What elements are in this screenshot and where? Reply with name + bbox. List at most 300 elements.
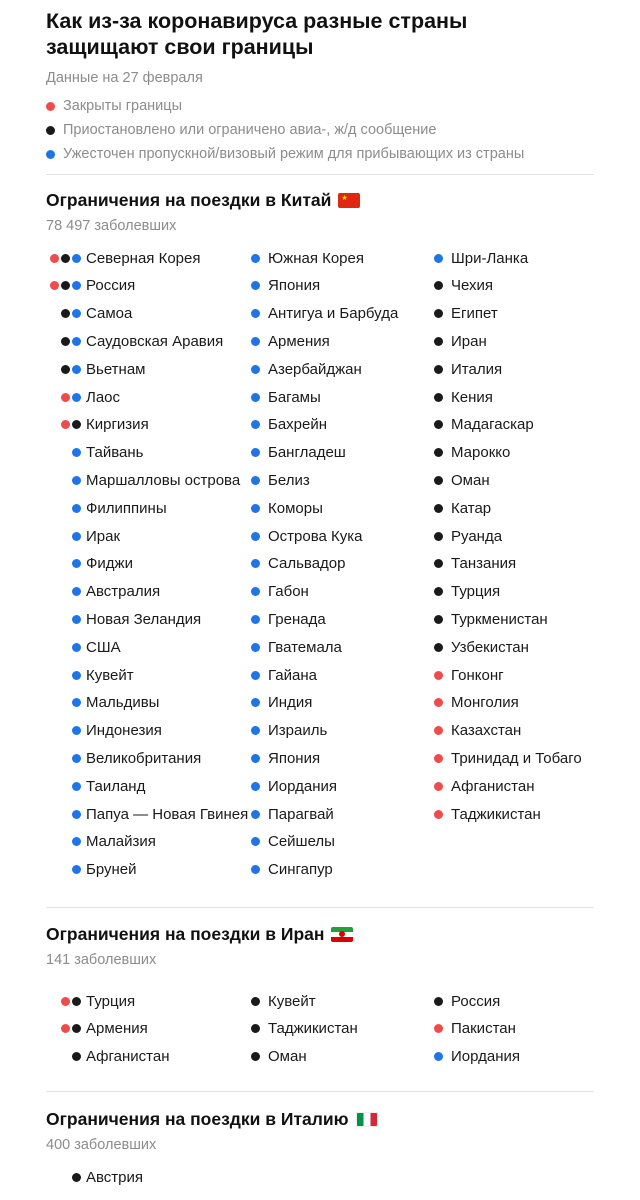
black-dot-icon — [72, 997, 81, 1006]
section-title-iran — [46, 924, 353, 945]
divider — [46, 907, 594, 908]
country-name: Кувейт — [86, 666, 134, 684]
country-name: Сальвадор — [268, 555, 346, 573]
blue-dot-icon — [72, 865, 81, 874]
blue-dot-icon — [251, 698, 260, 707]
blue-dot-icon — [72, 393, 81, 402]
blue-dot-icon — [251, 587, 260, 596]
legend-item-suspended-transport — [46, 118, 524, 142]
country-item — [46, 828, 156, 856]
status-dots — [46, 605, 81, 633]
country-item — [251, 300, 398, 328]
country-item — [46, 987, 135, 1015]
status-dots — [434, 661, 451, 689]
red-dot-icon — [50, 254, 59, 263]
country-item — [46, 800, 248, 828]
section-title-text: Ограничения на поездки в Иран — [46, 924, 325, 944]
country-name: Израиль — [268, 722, 328, 740]
status-dots — [434, 987, 451, 1015]
country-item — [251, 244, 364, 272]
country-name: Южная Корея — [268, 249, 364, 267]
section-title-text: Ограничения на поездки в Китай — [46, 190, 332, 210]
status-dots — [46, 828, 81, 856]
status-dots — [251, 411, 268, 439]
country-item — [46, 327, 223, 355]
country-item — [434, 244, 528, 272]
country-item — [46, 355, 145, 383]
country-item — [434, 689, 519, 717]
black-dot-icon — [72, 1024, 81, 1033]
red-dot-icon — [50, 281, 59, 290]
red-dot-icon — [434, 698, 443, 707]
country-name: Япония — [268, 277, 321, 295]
blue-dot-icon — [434, 1052, 443, 1061]
status-dots — [251, 578, 268, 606]
blue-dot-icon — [72, 782, 81, 791]
legend-label: Приостановлено или ограничено авиа-, ж/д сообщение — [63, 122, 437, 138]
country-item — [251, 327, 330, 355]
black-dot-icon — [61, 365, 70, 374]
country-item — [434, 355, 502, 383]
black-dot-icon — [251, 1024, 260, 1033]
country-name: Мальдивы — [86, 694, 160, 712]
status-dots — [434, 578, 451, 606]
country-name: Бангладеш — [268, 444, 346, 462]
blue-dot-icon — [251, 309, 260, 318]
black-dot-icon — [46, 126, 55, 135]
country-item — [251, 355, 362, 383]
country-item — [434, 272, 493, 300]
country-name: Гватемала — [268, 638, 342, 656]
blue-dot-icon — [72, 337, 81, 346]
country-item — [46, 272, 135, 300]
country-item — [251, 828, 335, 856]
red-dot-icon — [434, 754, 443, 763]
country-name: Кувейт — [268, 992, 316, 1010]
country-item — [251, 383, 321, 411]
status-dots — [434, 244, 451, 272]
blue-dot-icon — [72, 587, 81, 596]
black-dot-icon — [434, 448, 443, 457]
black-dot-icon — [434, 559, 443, 568]
status-dots — [251, 633, 268, 661]
status-dots — [251, 689, 268, 717]
country-name: Иран — [451, 332, 487, 350]
blue-dot-icon — [72, 837, 81, 846]
status-dots — [434, 1043, 451, 1071]
country-item — [46, 439, 143, 467]
status-dots — [434, 550, 451, 578]
black-dot-icon — [434, 337, 443, 346]
country-name: Таджикистан — [268, 1020, 358, 1038]
status-dots — [46, 987, 81, 1015]
country-item — [46, 550, 133, 578]
section-title-text: Ограничения на поездки в Италию — [46, 1109, 349, 1129]
country-item — [434, 605, 548, 633]
blue-dot-icon — [72, 309, 81, 318]
country-name: Гренада — [268, 610, 326, 628]
country-name: Бруней — [86, 861, 137, 879]
status-dots — [46, 411, 81, 439]
black-dot-icon — [434, 587, 443, 596]
country-name: Парагвай — [268, 805, 334, 823]
country-item — [46, 661, 134, 689]
black-dot-icon — [61, 337, 70, 346]
country-item — [434, 411, 534, 439]
country-item — [46, 578, 160, 606]
country-item — [434, 439, 510, 467]
country-name: Северная Корея — [86, 249, 201, 267]
page-title: Как из-за коронавируса разные страны защищают свои границы — [46, 9, 468, 59]
country-item — [46, 856, 137, 884]
status-dots — [251, 987, 268, 1015]
legend-item-closed-borders — [46, 94, 524, 118]
section-title-china — [46, 190, 360, 211]
country-name: Танзания — [451, 555, 517, 573]
blue-dot-icon — [72, 365, 81, 374]
blue-dot-icon — [251, 726, 260, 735]
country-name: Тринидад и Тобаго — [451, 749, 582, 767]
status-dots — [251, 661, 268, 689]
status-dots — [46, 633, 81, 661]
country-item — [434, 987, 500, 1015]
blue-dot-icon — [251, 504, 260, 513]
status-dots — [251, 300, 268, 328]
blue-dot-icon — [251, 559, 260, 568]
italy-flag-icon — [356, 1112, 378, 1127]
red-dot-icon — [434, 810, 443, 819]
country-name: Армения — [86, 1020, 148, 1038]
country-item — [434, 466, 490, 494]
status-dots — [46, 661, 81, 689]
blue-dot-icon — [72, 448, 81, 457]
country-name: Япония — [268, 749, 321, 767]
country-name: Острова Кука — [268, 527, 363, 545]
blue-dot-icon — [251, 448, 260, 457]
country-item — [434, 633, 529, 661]
legend — [46, 94, 524, 166]
country-name: Иордания — [268, 777, 338, 795]
country-item — [251, 717, 327, 745]
status-dots — [251, 717, 268, 745]
country-name: Сейшелы — [268, 833, 335, 851]
black-dot-icon — [434, 997, 443, 1006]
country-item — [46, 244, 200, 272]
blue-dot-icon — [251, 365, 260, 374]
status-dots — [251, 522, 268, 550]
country-name: Вьетнам — [86, 360, 146, 378]
status-dots — [434, 439, 451, 467]
black-dot-icon — [434, 393, 443, 402]
status-dots — [251, 466, 268, 494]
country-name: США — [86, 638, 121, 656]
country-item — [434, 717, 521, 745]
country-name: Турция — [86, 992, 136, 1010]
country-name: Армения — [268, 332, 330, 350]
country-item — [251, 272, 320, 300]
black-dot-icon — [434, 476, 443, 485]
status-dots — [251, 800, 268, 828]
country-name: Чехия — [451, 277, 494, 295]
status-dots — [46, 689, 81, 717]
country-name: Тайвань — [86, 444, 144, 462]
divider — [46, 1091, 594, 1092]
country-item — [434, 772, 535, 800]
country-name: Турция — [451, 583, 501, 601]
status-dots — [251, 383, 268, 411]
country-name: Гайана — [268, 666, 317, 684]
country-name: Габон — [268, 583, 309, 601]
section-count-china: 78 497 заболевших — [46, 218, 177, 234]
country-name: Шри-Ланка — [451, 249, 529, 267]
blue-dot-icon — [72, 559, 81, 568]
status-dots — [434, 772, 451, 800]
country-item — [46, 300, 132, 328]
country-item — [251, 1015, 358, 1043]
black-dot-icon — [434, 504, 443, 513]
blue-dot-icon — [72, 476, 81, 485]
country-name: Таиланд — [86, 777, 146, 795]
black-dot-icon — [434, 615, 443, 624]
blue-dot-icon — [72, 698, 81, 707]
country-item — [46, 633, 121, 661]
red-dot-icon — [61, 997, 70, 1006]
status-dots — [251, 355, 268, 383]
status-dots — [434, 605, 451, 633]
country-name: Гонконг — [451, 666, 504, 684]
blue-dot-icon — [251, 420, 260, 429]
country-item — [434, 744, 582, 772]
status-dots — [46, 800, 81, 828]
blue-dot-icon — [72, 281, 81, 290]
red-dot-icon — [61, 420, 70, 429]
country-name: Филиппины — [86, 499, 167, 517]
country-name: Лаос — [86, 388, 121, 406]
country-item — [46, 383, 120, 411]
country-item — [46, 1015, 148, 1043]
black-dot-icon — [251, 1052, 260, 1061]
black-dot-icon — [72, 1052, 81, 1061]
status-dots — [434, 1015, 451, 1043]
country-name: Папуа — Новая Гвинея — [86, 805, 249, 823]
country-name: Фиджи — [86, 555, 133, 573]
blue-dot-icon — [251, 671, 260, 680]
status-dots — [46, 856, 81, 884]
country-name: Россия — [86, 277, 136, 295]
blue-dot-icon — [46, 150, 55, 159]
status-dots — [46, 744, 81, 772]
country-item — [251, 550, 346, 578]
black-dot-icon — [61, 254, 70, 263]
country-item — [46, 522, 120, 550]
country-item — [434, 1015, 516, 1043]
black-dot-icon — [72, 1173, 81, 1182]
country-item — [434, 1043, 520, 1071]
country-name: Багамы — [268, 388, 321, 406]
country-name: Марокко — [451, 444, 511, 462]
country-name: Афганистан — [86, 1048, 170, 1066]
blue-dot-icon — [251, 643, 260, 652]
status-dots — [46, 550, 81, 578]
status-dots — [434, 383, 451, 411]
country-item — [251, 605, 326, 633]
legend-item-visa-regime — [46, 142, 524, 166]
country-name: Антигуа и Барбуда — [268, 305, 399, 323]
blue-dot-icon — [72, 754, 81, 763]
country-name: Руанда — [451, 527, 503, 545]
status-dots — [434, 300, 451, 328]
status-dots — [46, 466, 81, 494]
country-item — [46, 1043, 170, 1071]
black-dot-icon — [61, 309, 70, 318]
blue-dot-icon — [251, 782, 260, 791]
status-dots — [46, 772, 81, 800]
country-item — [251, 800, 334, 828]
country-item — [251, 689, 312, 717]
status-dots — [46, 244, 81, 272]
country-item — [251, 1043, 307, 1071]
status-dots — [46, 717, 81, 745]
status-dots — [434, 411, 451, 439]
status-dots — [434, 494, 451, 522]
status-dots — [251, 828, 268, 856]
country-item — [434, 300, 498, 328]
status-dots — [434, 522, 451, 550]
black-dot-icon — [61, 281, 70, 290]
blue-dot-icon — [72, 615, 81, 624]
blue-dot-icon — [251, 393, 260, 402]
country-item — [46, 689, 159, 717]
country-name: Малайзия — [86, 833, 156, 851]
section-count-italy: 400 заболевших — [46, 1137, 157, 1153]
country-name: Россия — [451, 992, 501, 1010]
black-dot-icon — [434, 420, 443, 429]
section-title-italy — [46, 1109, 378, 1130]
country-item — [251, 987, 316, 1015]
status-dots — [46, 300, 81, 328]
status-dots — [434, 744, 451, 772]
country-name: Австралия — [86, 583, 161, 601]
blue-dot-icon — [251, 754, 260, 763]
blue-dot-icon — [251, 615, 260, 624]
country-name: Монголия — [451, 694, 519, 712]
status-dots — [251, 272, 268, 300]
status-dots — [434, 717, 451, 745]
status-dots — [251, 1015, 268, 1043]
country-name: Пакистан — [451, 1020, 516, 1038]
country-name: Маршалловы острова — [86, 471, 241, 489]
status-dots — [434, 466, 451, 494]
country-item — [434, 550, 516, 578]
red-dot-icon — [434, 1024, 443, 1033]
status-dots — [251, 244, 268, 272]
country-name: Иордания — [451, 1048, 521, 1066]
country-name: Катар — [451, 499, 492, 517]
status-dots — [251, 856, 268, 884]
blue-dot-icon — [251, 837, 260, 846]
status-dots — [46, 1163, 81, 1191]
black-dot-icon — [434, 532, 443, 541]
status-dots — [434, 272, 451, 300]
status-dots — [251, 494, 268, 522]
status-dots — [434, 327, 451, 355]
red-dot-icon — [434, 782, 443, 791]
country-item — [46, 494, 167, 522]
country-item — [46, 605, 201, 633]
country-item — [251, 744, 320, 772]
blue-dot-icon — [72, 671, 81, 680]
status-dots — [251, 744, 268, 772]
status-dots — [46, 522, 81, 550]
country-item — [251, 411, 327, 439]
status-dots — [46, 355, 81, 383]
country-name: Кения — [451, 388, 493, 406]
black-dot-icon — [434, 281, 443, 290]
black-dot-icon — [251, 997, 260, 1006]
country-name: Оман — [451, 471, 490, 489]
country-item — [434, 494, 491, 522]
country-name: Азербайджан — [268, 360, 362, 378]
country-item — [251, 494, 323, 522]
country-name: Великобритания — [86, 749, 202, 767]
country-name: Ирак — [86, 527, 121, 545]
status-dots — [251, 327, 268, 355]
country-item — [434, 661, 504, 689]
blue-dot-icon — [251, 865, 260, 874]
blue-dot-icon — [72, 643, 81, 652]
black-dot-icon — [434, 365, 443, 374]
status-dots — [46, 578, 81, 606]
country-item — [434, 383, 493, 411]
status-dots — [251, 550, 268, 578]
country-item — [46, 1163, 143, 1191]
country-item — [434, 522, 502, 550]
country-name: Сингапур — [268, 861, 333, 879]
china-flag-icon: ★ — [338, 193, 360, 208]
country-item — [434, 578, 500, 606]
country-item — [251, 439, 346, 467]
country-item — [251, 522, 363, 550]
country-name: Индонезия — [86, 722, 162, 740]
country-name: Новая Зеландия — [86, 610, 202, 628]
blue-dot-icon — [251, 254, 260, 263]
country-name: Коморы — [268, 499, 323, 517]
blue-dot-icon — [251, 337, 260, 346]
country-item — [434, 327, 487, 355]
divider — [46, 174, 594, 175]
country-item — [251, 772, 337, 800]
status-dots — [251, 605, 268, 633]
black-dot-icon — [434, 643, 443, 652]
country-name: Киргизия — [86, 416, 149, 434]
red-dot-icon — [61, 393, 70, 402]
status-dots — [434, 355, 451, 383]
country-name: Самоа — [86, 305, 133, 323]
country-name: Таджикистан — [451, 805, 541, 823]
country-item — [251, 578, 309, 606]
blue-dot-icon — [251, 281, 260, 290]
country-item — [251, 633, 342, 661]
status-dots — [434, 633, 451, 661]
legend-label: Закрыты границы — [63, 98, 182, 114]
country-item — [46, 744, 201, 772]
country-item — [251, 661, 317, 689]
country-name: Саудовская Аравия — [86, 332, 224, 350]
country-name: Оман — [268, 1048, 307, 1066]
status-dots — [434, 800, 451, 828]
blue-dot-icon — [72, 504, 81, 513]
country-item — [46, 772, 145, 800]
